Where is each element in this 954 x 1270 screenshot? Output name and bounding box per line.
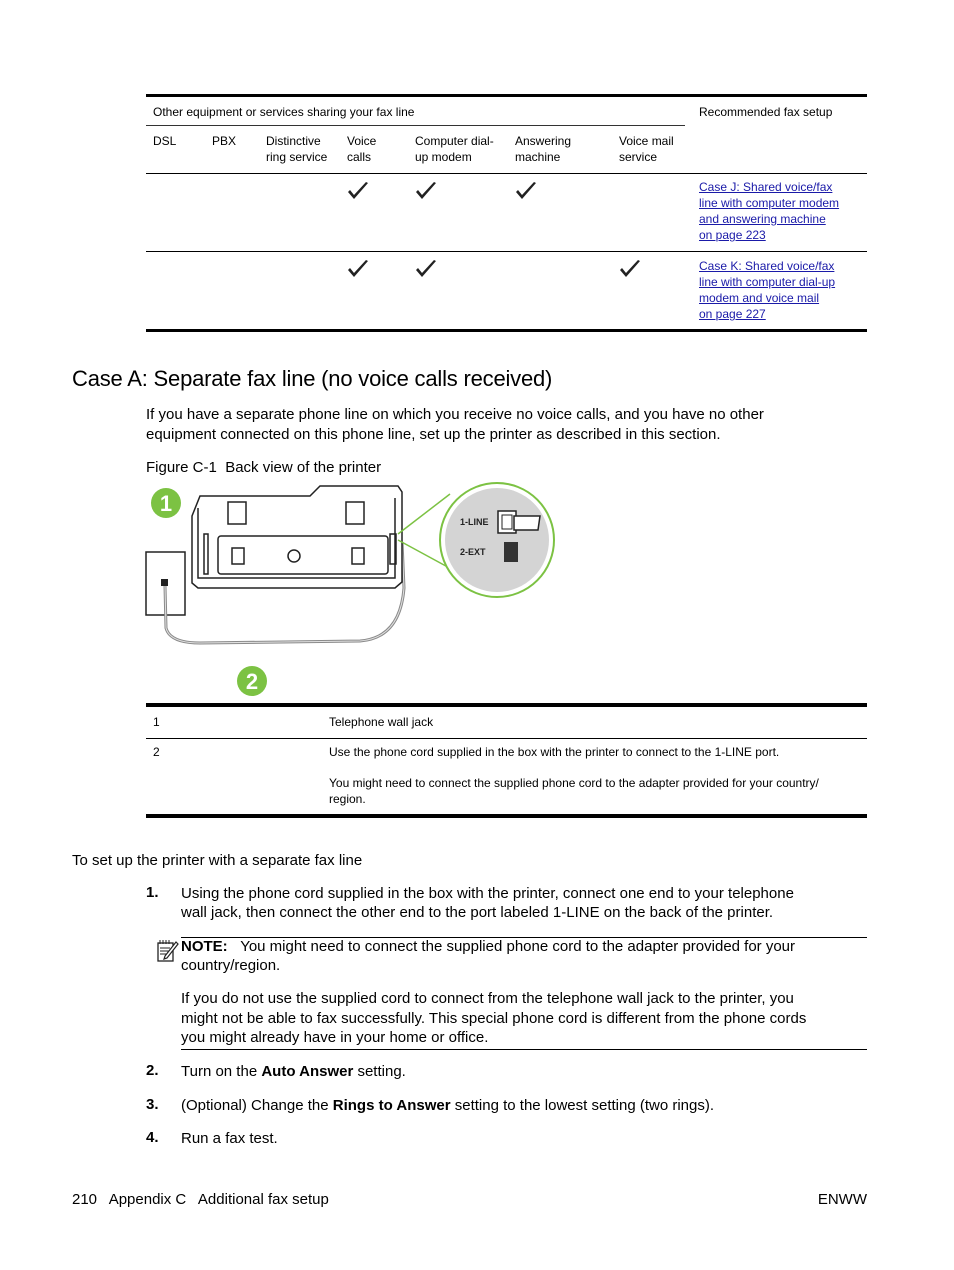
header-divider xyxy=(146,125,685,126)
step-2-text xyxy=(181,1062,406,1082)
figure-label: Figure C-1 xyxy=(146,459,217,476)
step-1-line: Using the phone cord supplied in the box with the printer, connect one end to your telephone xyxy=(181,885,794,902)
note-line: country/region. xyxy=(181,957,281,974)
fax-setup-table xyxy=(146,94,867,333)
note-bottom-rule xyxy=(181,1049,867,1050)
note-line: If you do not use the supplied cord to connect from the telephone wall jack to the printer, you xyxy=(181,990,794,1007)
svg-text:2-EXT: 2-EXT xyxy=(460,547,486,557)
checkmark-icon xyxy=(415,181,437,201)
step-number: 2. xyxy=(146,1062,159,1079)
step-number: 1. xyxy=(146,884,159,901)
step-4-text: Run a fax test. xyxy=(181,1130,278,1147)
col-voice-mail: Voice mail service xyxy=(619,134,674,164)
col-computer-modem: Computer dial-up modem xyxy=(415,134,494,164)
step-3-text xyxy=(181,1096,714,1116)
setting-name: Rings to Answer xyxy=(332,1097,451,1114)
checkmark-icon xyxy=(415,259,437,279)
step-text: (Optional) Change the xyxy=(181,1097,329,1114)
note-icon xyxy=(157,939,179,963)
footer-left: 210 Appendix C Additional fax setup xyxy=(72,1191,329,1208)
legend-text-note: region. xyxy=(329,792,366,806)
checkmark-icon xyxy=(619,259,641,279)
link-line: line with computer modem xyxy=(699,196,840,210)
step-text: Turn on the xyxy=(181,1063,258,1080)
note-line: you might already have in your home or office. xyxy=(181,1029,489,1046)
setting-name: Auto Answer xyxy=(261,1063,354,1080)
link-line: modem and voice mail xyxy=(699,291,820,305)
legend-top-rule xyxy=(146,703,867,707)
group-header: Other equipment or services sharing your fax line xyxy=(153,105,415,119)
step-text: setting. xyxy=(357,1063,406,1080)
col-pbx: PBX xyxy=(212,134,237,148)
table-bottom-rule xyxy=(146,329,867,332)
port-zoom-icon xyxy=(440,483,554,597)
row-divider xyxy=(146,173,867,174)
checkmark-icon xyxy=(347,259,369,279)
note-box xyxy=(157,937,867,1050)
link-line: Case J: Shared voice/fax xyxy=(699,180,833,194)
checkmark-icon xyxy=(347,181,369,201)
procedure-title: To set up the printer with a separate fax line xyxy=(72,852,363,869)
step-number: 3. xyxy=(146,1096,159,1113)
link-line: line with computer dial-up xyxy=(699,275,836,289)
footer-right: ENWW xyxy=(817,1191,867,1208)
svg-text:2: 2 xyxy=(245,669,259,694)
legend-bottom-rule xyxy=(146,814,867,818)
col-distinctive-ring: Distinctive ring service xyxy=(266,134,328,164)
legend-text-note: You might need to connect the supplied phone cord to the adapter provided for your country/ xyxy=(329,776,819,790)
note-line: might not be able to fax successfully. This special phone cord is different from the phone cords xyxy=(181,1010,807,1027)
col-voice-calls: Voice calls xyxy=(347,134,377,164)
checkmark-icon xyxy=(515,181,537,201)
legend-num: 2 xyxy=(153,745,160,759)
printer-back-view-figure xyxy=(140,478,570,700)
figure-caption-text: Back view of the printer xyxy=(225,459,382,476)
legend-divider xyxy=(146,738,867,739)
section-title: Case A: Separate fax line (no voice calls received) xyxy=(72,366,553,391)
step-1-line: wall jack, then connect the other end to the port labeled 1-LINE on the back of the printer. xyxy=(181,904,774,921)
row-divider xyxy=(146,251,867,252)
legend-num: 1 xyxy=(153,715,160,729)
callout-1-icon xyxy=(151,488,181,518)
note-first-line xyxy=(181,937,795,957)
col-dsl: DSL xyxy=(153,134,177,148)
table-top-rule xyxy=(146,94,867,97)
legend-text: Telephone wall jack xyxy=(329,715,434,729)
link-line: on page 227 xyxy=(699,307,766,321)
svg-text:1: 1 xyxy=(159,491,173,516)
link-line: and answering machine xyxy=(699,212,826,226)
figure-caption xyxy=(146,459,381,476)
note-text: You might need to connect the supplied phone cord to the adapter provided for your xyxy=(240,938,796,955)
figure-legend-table xyxy=(146,703,867,818)
legend-text: Use the phone cord supplied in the box with the printer to connect to the 1-LINE port. xyxy=(329,745,780,759)
intro-paragraph: If you have a separate phone line on which you receive no voice calls, and you have no other equipment connected on this phone line, set up the printer as described in this section. xyxy=(146,406,764,443)
step-text: setting to the lowest setting (two rings). xyxy=(454,1097,715,1114)
recommended-header: Recommended fax setup xyxy=(699,105,833,119)
note-label: NOTE: xyxy=(181,938,228,955)
callout-2-icon xyxy=(237,666,267,696)
link-line: on page 223 xyxy=(699,228,766,242)
link-line: Case K: Shared voice/fax xyxy=(699,259,835,273)
svg-text:1-LINE: 1-LINE xyxy=(460,517,489,527)
printer-back-icon xyxy=(192,486,402,588)
case-j-link[interactable] xyxy=(699,179,869,243)
case-k-link[interactable] xyxy=(699,258,869,322)
col-answering-machine: Answering machine xyxy=(515,134,572,164)
step-number: 4. xyxy=(146,1129,159,1146)
